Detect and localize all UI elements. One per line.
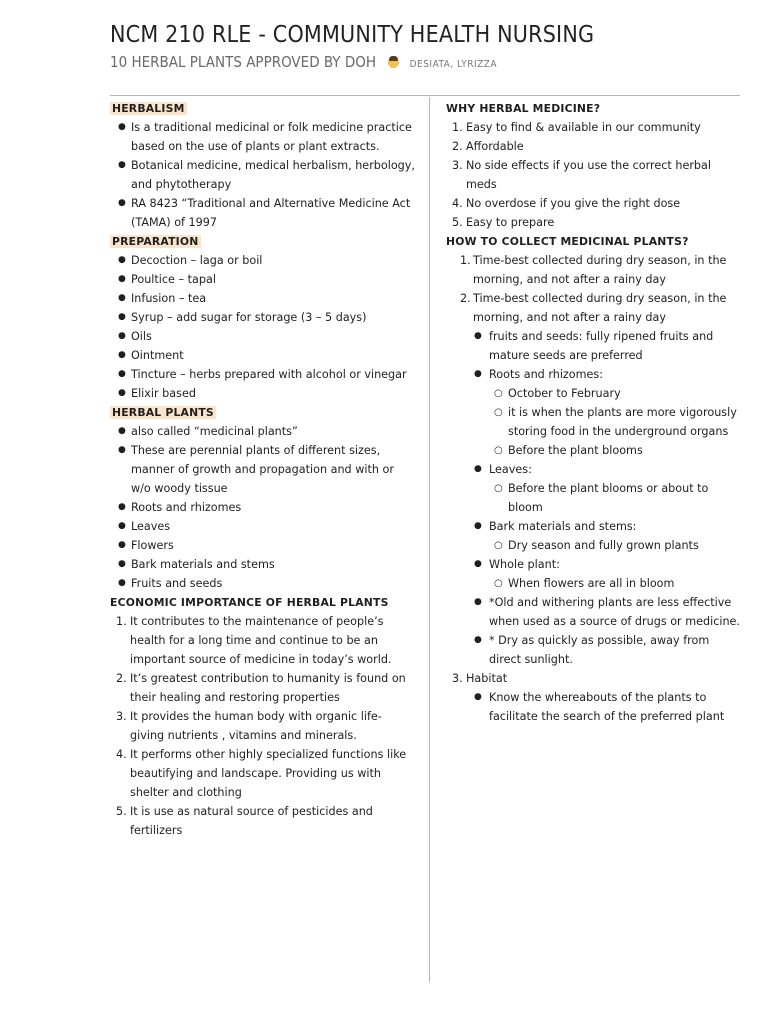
list-item: ● These are perennial plants of different sizes, manner of growth and propagation and with or w/o woody tissue [118, 444, 394, 495]
list-item: ● Bark materials and stems [118, 558, 275, 571]
herbal-plants-list [110, 422, 415, 593]
section-heading-economic-importance: ECONOMIC IMPORTANCE OF HERBAL PLANTS [110, 596, 389, 609]
page-subtitle [110, 50, 740, 77]
list-item: 2. It’s greatest contribution to humanity is found on their healing and restoring properties [116, 672, 406, 704]
list-item: ● Fruits and seeds [118, 577, 223, 590]
list-item: 2. Time-best collected during dry season, in the morning, and not after a rainy day [460, 292, 727, 324]
section-heading-why-herbal-medicine: WHY HERBAL MEDICINE? [446, 102, 601, 115]
section-heading-herbal-plants: HERBAL PLANTS [112, 406, 214, 419]
list-item: 5. Easy to prepare [452, 216, 555, 229]
list-item: ● Is a traditional medicinal or folk medicine practice based on the use of plants or plant extracts. [118, 121, 412, 153]
sub-list-item: ○ Dry season and fully grown plants [494, 539, 699, 552]
list-item: ● Decoction – laga or boil [118, 254, 263, 267]
subtitle-text: 10 HERBAL PLANTS APPROVED BY DOH [110, 53, 376, 71]
author-name: DESIATA, LYRIZZA [409, 59, 498, 70]
sub-list-item: ○ October to February [494, 387, 621, 400]
list-item: ● *Old and withering plants are less effective when used as a source of drugs or medicine. [474, 596, 740, 628]
list-item: ● Tincture – herbs prepared with alcohol or vinegar [118, 368, 407, 381]
right-column [446, 99, 744, 726]
why-herbal-list [446, 118, 744, 232]
author-avatar-icon [388, 57, 399, 68]
list-item: ● Botanical medicine, medical herbalism, herbology, and phytotherapy [118, 159, 415, 191]
list-item: ● Infusion – tea [118, 292, 207, 305]
list-item: 1. Time-best collected during dry season, in the morning, and not after a rainy day [460, 254, 727, 286]
list-item: ● Syrup – add sugar for storage (3 – 5 days) [118, 311, 367, 324]
list-item: ● Bark materials and stems: [474, 520, 637, 533]
page-title: NCM 210 RLE - COMMUNITY HEALTH NURSING [110, 22, 595, 48]
list-item: 5. It is use as natural source of pesticides and fertilizers [116, 805, 373, 837]
list-item: ● Ointment [118, 349, 184, 362]
sub-list-item: ○ it is when the plants are more vigorously storing food in the underground organs [494, 406, 737, 438]
list-item: ● also called “medicinal plants” [118, 425, 298, 438]
column-divider [429, 97, 430, 982]
sub-list-item: ○ When flowers are all in bloom [494, 577, 675, 590]
list-item: 3. Habitat [452, 672, 508, 685]
list-item: ● Leaves [118, 520, 171, 533]
list-item: 1. It contributes to the maintenance of people’s health for a long time and continue to be an important source of medicine in today’s world. [116, 615, 392, 666]
list-item: ● fruits and seeds: fully ripened fruits and mature seeds are preferred [474, 330, 714, 362]
document-header [110, 18, 740, 77]
sub-list-item: ○ Before the plant blooms [494, 444, 643, 457]
herbalism-list [110, 118, 415, 232]
list-item: 4. It performs other highly specialized functions like beautifying and landscape. Providing us with shelter and clothing [116, 748, 407, 799]
economic-importance-list [110, 612, 415, 840]
left-column [110, 99, 415, 840]
list-item: 2. Affordable [452, 140, 524, 153]
list-item: ● Flowers [118, 539, 174, 552]
section-heading-herbalism: HERBALISM [112, 102, 185, 115]
list-item: ● Oils [118, 330, 152, 343]
section-heading-how-to-collect: HOW TO COLLECT MEDICINAL PLANTS? [446, 235, 689, 248]
header-divider [110, 95, 740, 96]
sub-list-item: ○ Before the plant blooms or about to bloom [494, 482, 709, 514]
list-item: 3. No side effects if you use the correct herbal meds [452, 159, 711, 191]
list-item: 3. It provides the human body with organic life-giving nutrients , vitamins and minerals. [116, 710, 382, 742]
list-item: ● Roots and rhizomes [118, 501, 242, 514]
collect-list [446, 251, 744, 726]
list-item: ● RA 8423 “Traditional and Alternative Medicine Act (TAMA) of 1997 [118, 197, 411, 229]
section-heading-preparation: PREPARATION [112, 235, 199, 248]
list-item: ● Elixir based [118, 387, 196, 400]
list-item: ● Know the whereabouts of the plants to facilitate the search of the preferred plant [474, 691, 725, 723]
list-item: ● Leaves: [474, 463, 532, 476]
list-item: ● Roots and rhizomes: [474, 368, 604, 381]
list-item: ● Whole plant: [474, 558, 560, 571]
preparation-list [110, 251, 415, 403]
list-item: 1. Easy to find & available in our community [452, 121, 701, 134]
list-item: ● Poultice – tapal [118, 273, 216, 286]
list-item: 4. No overdose if you give the right dose [452, 197, 681, 210]
list-item: ● * Dry as quickly as possible, away from direct sunlight. [474, 634, 710, 666]
